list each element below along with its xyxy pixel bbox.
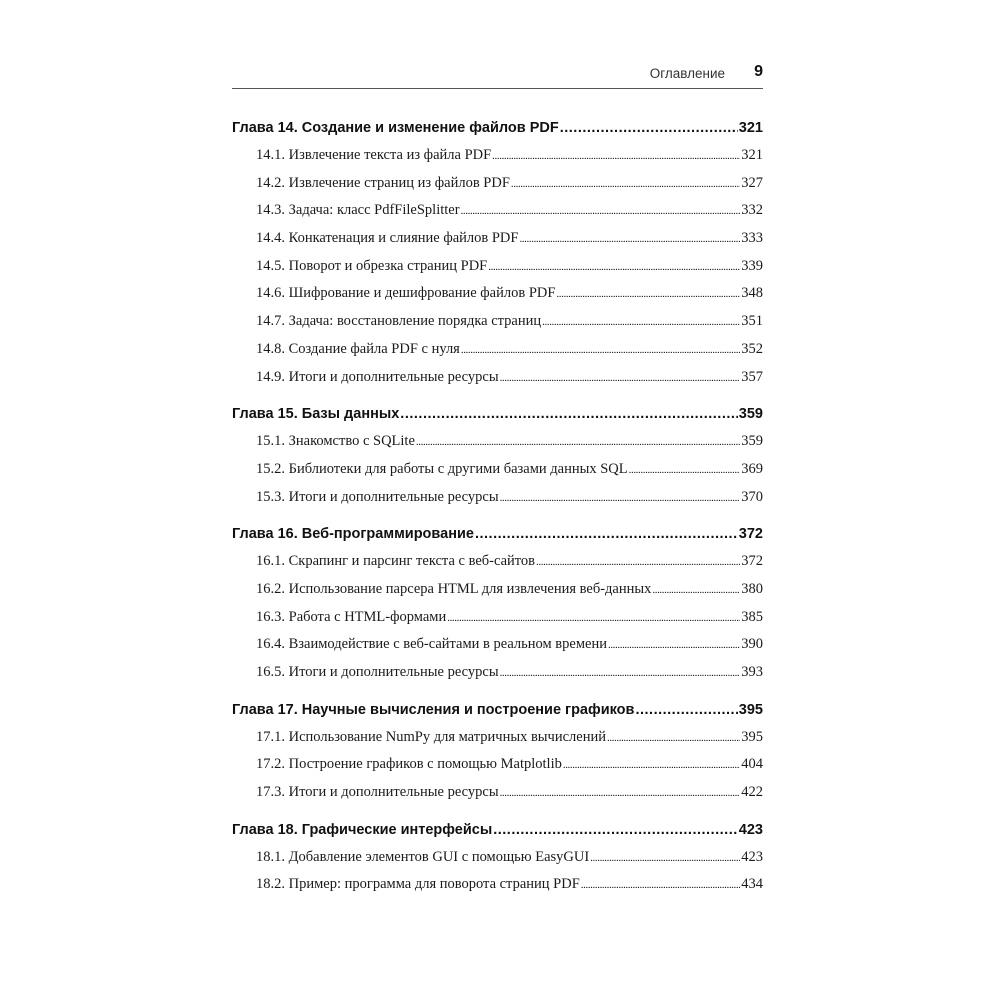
section-title: 18.1. Добавление элементов GUI с помощью EasyGUI [256,848,590,865]
dot-leader [461,336,740,365]
section-entry[interactable] [232,751,763,779]
section-entry[interactable] [232,253,763,281]
dot-leader [560,115,738,142]
section-page-number: 333 [741,230,763,247]
section-entry[interactable] [232,456,763,484]
dot-leader [629,456,741,485]
chapter-entry[interactable] [232,817,763,844]
section-page-number: 434 [741,876,763,893]
section-entry[interactable] [232,604,763,632]
section-title: 14.8. Создание файла PDF с нуля [256,340,460,357]
section-page-number: 372 [741,553,763,570]
chapter-block [232,521,763,686]
section-entry[interactable] [232,548,763,576]
dot-leader [519,225,740,254]
running-title: Оглавление [649,66,725,81]
chapter-page-number: 423 [738,821,763,838]
dot-leader [542,308,740,337]
dot-leader [556,280,740,309]
section-entry[interactable] [232,484,763,512]
section-title: 16.2. Использование парсера HTML для извлечения веб-данных [256,580,652,597]
chapter-title: Глава 18. Графические интерфейсы [232,821,493,838]
section-page-number: 395 [741,728,763,745]
dot-leader [500,659,741,688]
dot-leader [608,631,740,660]
chapter-title: Глава 14. Создание и изменение файлов PDF [232,120,559,136]
section-entry[interactable] [232,871,763,899]
page-number: 9 [754,63,763,80]
section-title: 16.4. Взаимодействие с веб-сайтами в реальном времени [256,636,607,653]
chapter-page-number: 372 [738,526,763,543]
section-title: 16.3. Работа с HTML-формами [256,608,447,625]
dot-leader [500,779,741,808]
section-page-number: 351 [741,313,763,330]
section-entry[interactable] [232,779,763,807]
dot-leader [447,604,740,633]
chapter-page-number: 359 [738,406,763,423]
section-title: 15.1. Знакомство с SQLite [256,433,415,450]
table-of-contents [232,115,763,909]
dot-leader [493,817,738,844]
section-page-number: 423 [741,848,763,865]
section-title: 15.3. Итоги и дополнительные ресурсы [256,488,499,505]
section-entry[interactable] [232,336,763,364]
section-page-number: 390 [741,636,763,653]
dot-leader [652,576,740,605]
dot-leader [563,751,740,780]
section-title: 17.2. Построение графиков с помощью Matplotlib [256,756,562,773]
dot-leader [492,142,740,171]
chapter-entry[interactable] [232,521,763,548]
chapter-entry[interactable] [232,401,763,428]
section-title: 14.5. Поворот и обрезка страниц PDF [256,257,488,274]
section-page-number: 327 [741,174,763,191]
section-page-number: 369 [741,460,763,477]
section-page-number: 385 [741,608,763,625]
dot-leader [590,844,740,873]
section-entry[interactable] [232,170,763,198]
chapter-entry[interactable] [232,115,763,142]
dot-leader [475,521,738,548]
dot-leader [416,428,740,457]
section-entry[interactable] [232,576,763,604]
section-entry[interactable] [232,225,763,253]
section-entry[interactable] [232,280,763,308]
section-page-number: 348 [741,285,763,302]
section-page-number: 332 [741,202,763,219]
section-title: 14.4. Конкатенация и слияние файлов PDF [256,230,519,247]
section-title: 17.3. Итоги и дополнительные ресурсы [256,784,499,801]
section-title: 14.7. Задача: восстановление порядка страниц [256,313,542,330]
section-page-number: 357 [741,368,763,385]
chapter-block [232,401,763,511]
dot-leader [461,197,741,226]
dot-leader [607,724,740,753]
chapter-entry[interactable] [232,697,763,724]
dot-leader [500,484,741,513]
dot-leader [635,697,737,724]
dot-leader [488,253,740,282]
section-title: 14.2. Извлечение страниц из файлов PDF [256,174,510,191]
dot-leader [536,548,740,577]
section-entry[interactable] [232,142,763,170]
section-page-number: 422 [741,784,763,801]
section-title: 18.2. Пример: программа для поворота страниц PDF [256,876,580,893]
section-title: 14.9. Итоги и дополнительные ресурсы [256,368,499,385]
section-title: 16.1. Скрапинг и парсинг текста с веб-сайтов [256,553,536,570]
dot-leader [500,364,741,393]
chapter-page-number: 321 [738,120,763,136]
section-entry[interactable] [232,197,763,225]
section-title: 14.3. Задача: класс PdfFileSplitter [256,202,460,219]
section-page-number: 321 [741,147,763,163]
section-title: 14.1. Извлечение текста из файла PDF [256,147,492,163]
section-page-number: 359 [741,433,763,450]
section-entry[interactable] [232,364,763,392]
section-page-number: 370 [741,488,763,505]
dot-leader [511,170,740,199]
section-title: 17.1. Использование NumPy для матричных вычислений [256,728,606,745]
dot-leader [400,401,738,428]
section-entry[interactable] [232,659,763,687]
section-page-number: 393 [741,664,763,680]
chapter-block [232,817,763,899]
section-page-number: 404 [741,756,763,773]
section-page-number: 352 [741,340,763,357]
section-title: 14.6. Шифрование и дешифрование файлов PDF [256,285,556,302]
section-entry[interactable] [232,428,763,456]
section-entry[interactable] [232,308,763,336]
section-entry[interactable] [232,631,763,659]
section-title: 16.5. Итоги и дополнительные ресурсы [256,664,499,680]
header-rule [232,88,763,89]
section-title: 15.2. Библиотеки для работы с другими базами данных SQL [256,460,628,477]
dot-leader [581,871,740,900]
chapter-title: Глава 15. Базы данных [232,406,400,423]
section-page-number: 380 [741,580,763,597]
chapter-block [232,697,763,807]
section-entry[interactable] [232,844,763,872]
section-page-number: 339 [741,257,763,274]
chapter-title: Глава 17. Научные вычисления и построение графиков [232,701,635,718]
chapter-title: Глава 16. Веб-программирование [232,526,474,543]
section-entry[interactable] [232,724,763,752]
chapter-block [232,115,763,391]
chapter-page-number: 395 [738,701,763,718]
page-header [232,58,763,90]
